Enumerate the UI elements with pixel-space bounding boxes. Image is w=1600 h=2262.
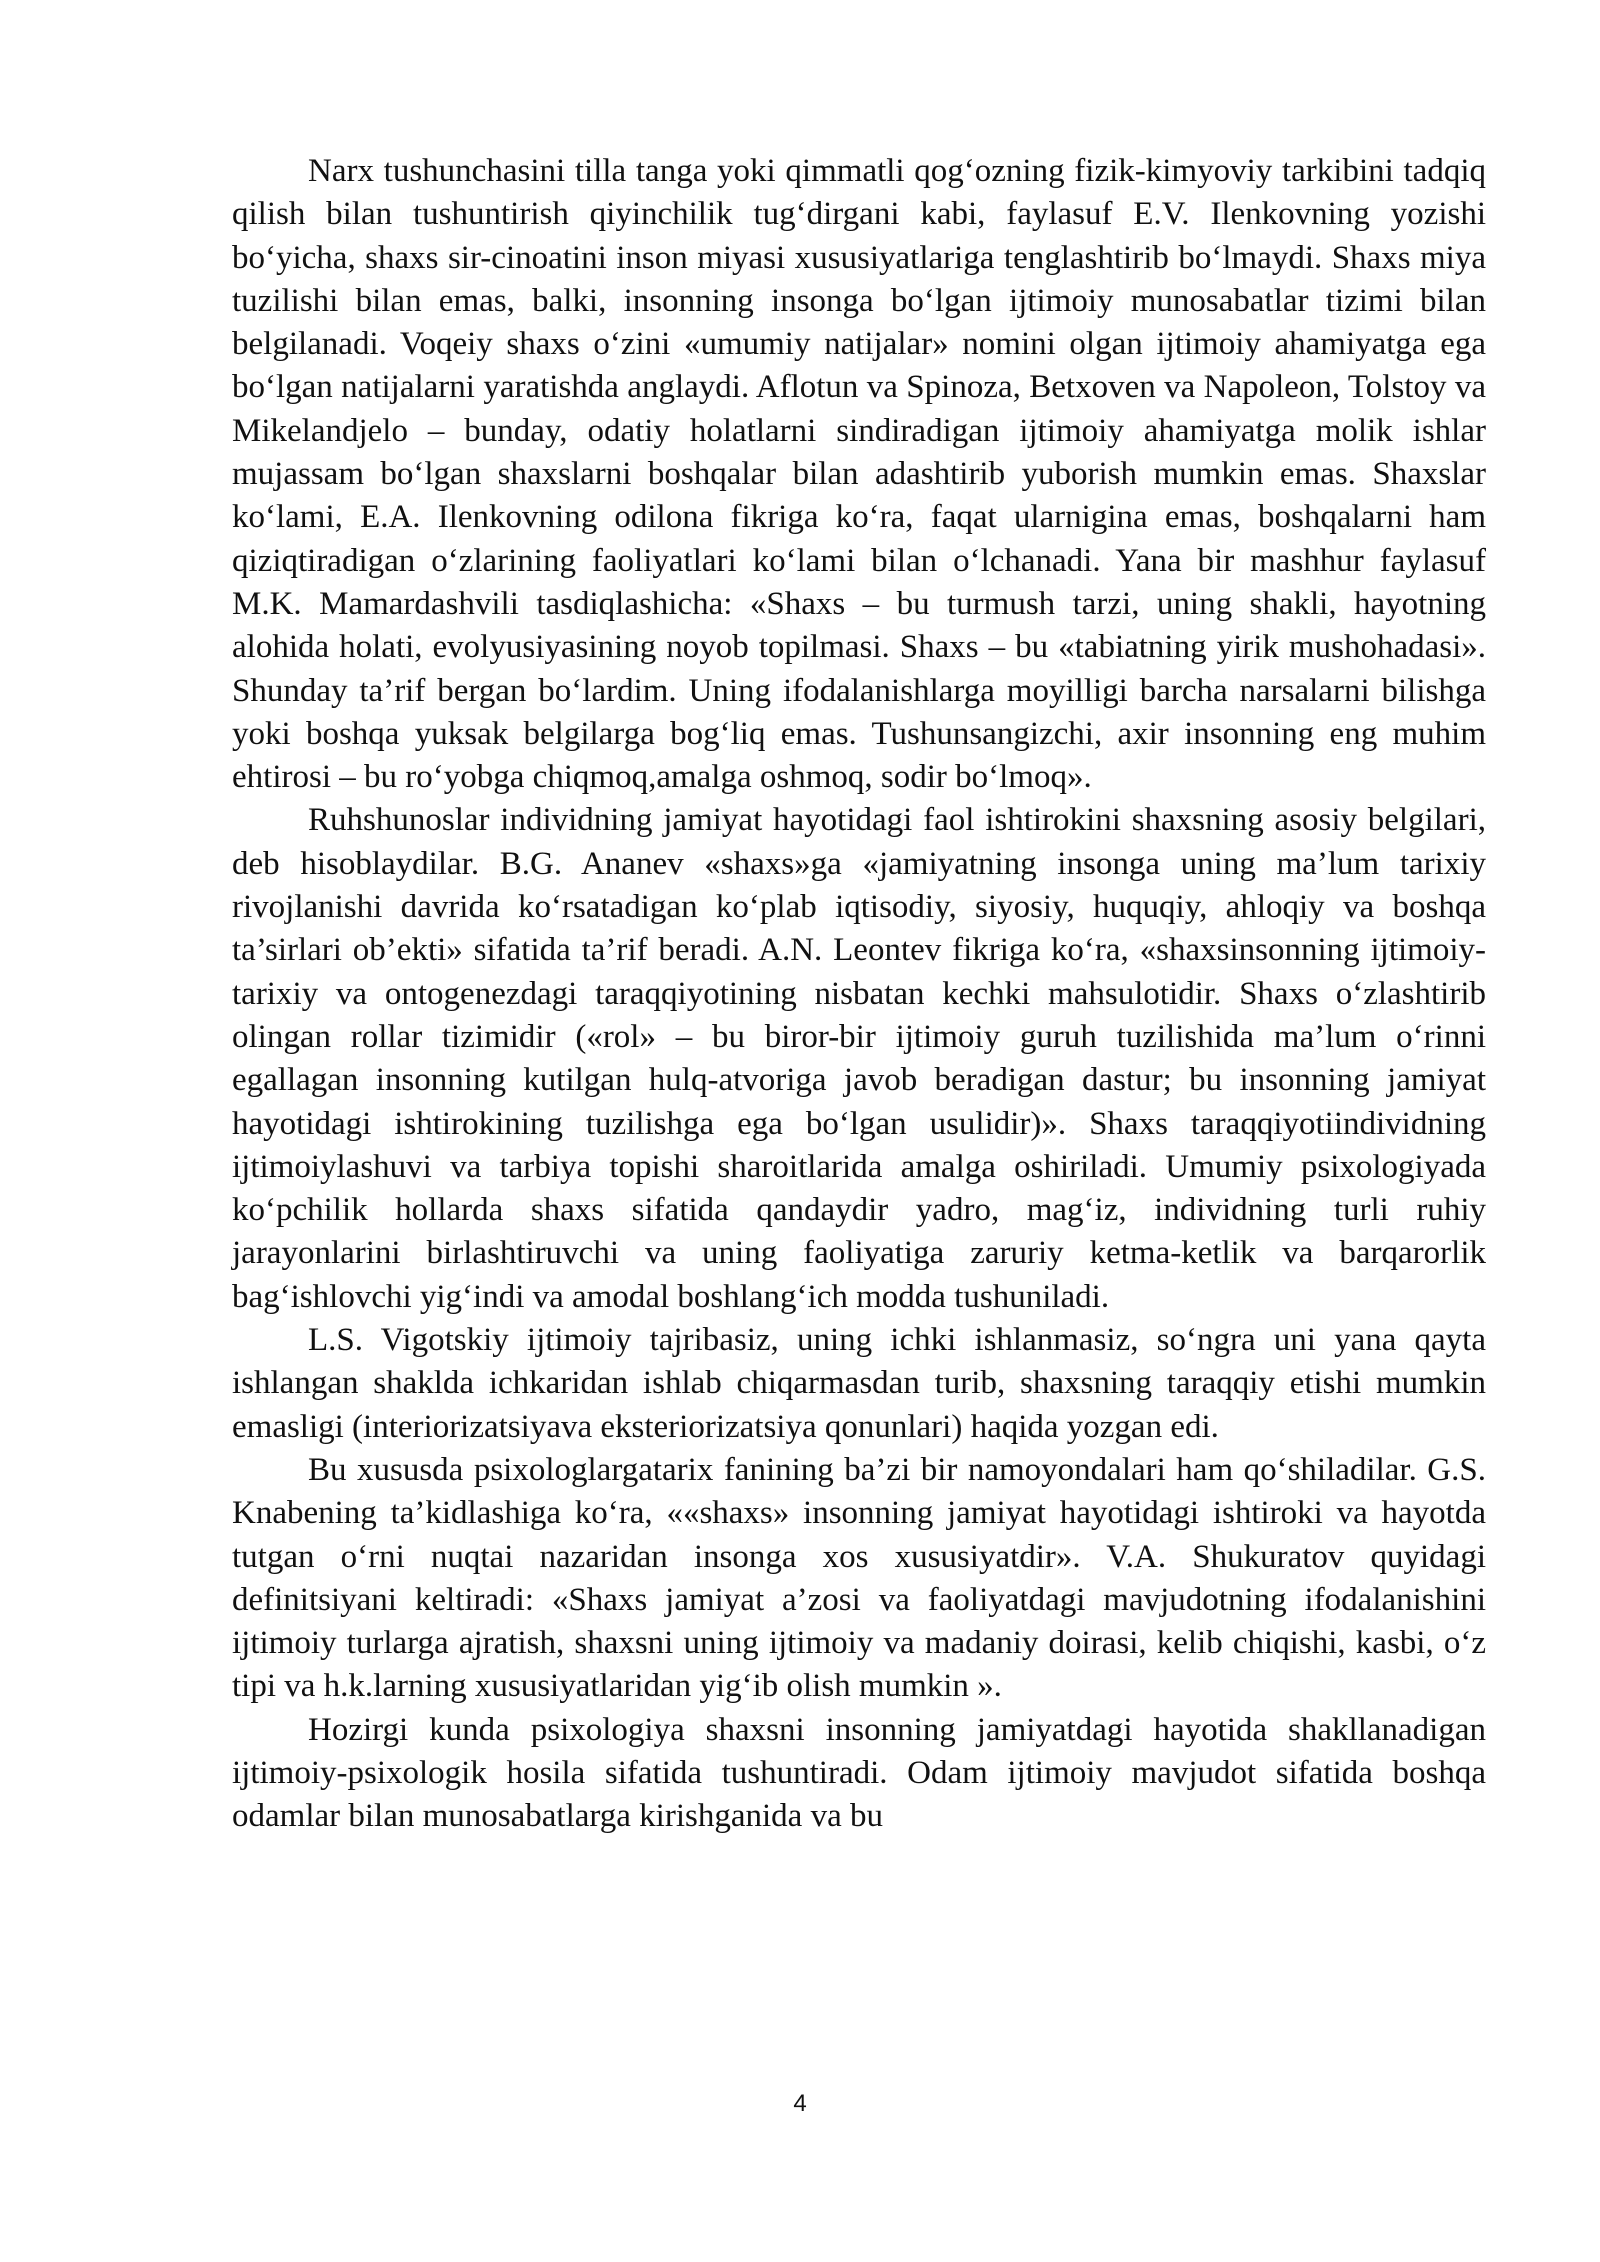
page-number: 4 bbox=[793, 2090, 807, 2117]
body-text bbox=[232, 150, 1486, 1839]
paragraph-1: Narx tushunchasini tilla tanga yoki qimmatli qog‘ozning fizik-kimyoviy tarkibini tadqiq qilish bilan tushuntirish qiyinchilik tug‘dirgani kabi, faylasuf E.V. Ilenkovning yozishi bo‘yicha, shaxs sir-cinoatini inson miyasi xususiyatlariga tenglashtirib bo‘lmaydi. Shaxs miya tuzilishi bilan emas, balki, insonning insonga bo‘lgan ijtimoiy munosabatlar tizimi bilan belgilanadi. Voqeiy shaxs o‘zini «umumiy natijalar» nomini olgan ijtimoiy ahamiyatga ega bo‘lgan natijalarni yaratishda anglaydi. Aflotun va Spinoza, Betxoven va Napoleon, Tolstoy va Mikelandjelo – bunday, odatiy holatlarni sindiradigan ijtimoiy ahamiyatga molik ishlar mujassam bo‘lgan shaxslarni boshqalar bilan adashtirib yuborish mumkin emas. Shaxslar ko‘lami, E.A. Ilenkovning odilona fikriga ko‘ra, faqat ularnigina emas, boshqalarni ham qiziqtiradigan o‘zlarining faoliyatlari ko‘lami bilan o‘lchanadi. Yana bir mashhur faylasuf M.K. Mamardashvili tasdiqlashicha: «Shaxs – bu turmush tarzi, uning shakli, hayotning alohida holati, evolyusiyasining noyob topilmasi. Shaxs – bu «tabiatning yirik mushohadasi». Shunday ta’rif bergan bo‘lardim. Uning ifodalanishlarga moyilligi barcha narsalarni bilishga yoki boshqa yuksak belgilarga bog‘liq emas. Tushunsangizchi, axir insonning eng muhim ehtirosi – bu ro‘yobga chiqmoq,amalga oshmoq, sodir bo‘lmoq». bbox=[232, 153, 1486, 796]
paragraph-3: L.S. Vigotskiy ijtimoiy tajribasiz, uning ichki ishlanmasiz, so‘ngra uni yana qayta ishlangan shaklda ichkaridan ishlab chiqarmasdan turib, shaxsning taraqqiy etishi mumkin emasligi (interiorizatsiyava eksteriorizatsiya qonunlari) haqida yozgan edi. bbox=[232, 1322, 1486, 1445]
paragraph-2: Ruhshunoslar individning jamiyat hayotidagi faol ishtirokini shaxsning asosiy belgilari, deb hisoblaydilar. B.G. Ananev «shaxs»ga «jamiyatning insonga uning ma’lum tarixiy rivojlanishi davrida ko‘rsatadigan ko‘plab iqtisodiy, siyosiy, huquqiy, ahloqiy va boshqa ta’sirlari ob’ekti» sifatida ta’rif beradi. A.N. Leontev fikriga ko‘ra, «shaxsinsonning ijtimoiy-tarixiy va ontogenezdagi taraqqiyotining nisbatan kechki mahsulotidir. Shaxs o‘zlashtirib olingan rollar tizimidir («rol» – bu biror-bir ijtimoiy guruh tuzilishida ma’lum o‘rinni egallagan insonning kutilgan hulq-atvoriga javob beradigan dastur; bu insonning jamiyat hayotidagi ishtirokining tuzilishga ega bo‘lgan usulidir)». Shaxs taraqqiyotiindividning ijtimoiylashuvi va tarbiya topishi sharoitlarida amalga oshiriladi. Umumiy psixologiyada ko‘pchilik hollarda shaxs sifatida qandaydir yadro, mag‘iz, individning turli ruhiy jarayonlarini birlashtiruvchi va uning faoliyatiga zaruriy ketma-ketlik va barqarorlik bag‘ishlovchi yig‘indi va amodal boshlang‘ich modda tushuniladi. bbox=[232, 802, 1486, 1315]
paragraph-5: Hozirgi kunda psixologiya shaxsni insonning jamiyatdagi hayotida shakllanadigan ijtimoiy-psixologik hosila sifatida tushuntiradi. Odam ijtimoiy mavjudot sifatida boshqa odamlar bilan munosabatlarga kirishganida va bu bbox=[232, 1711, 1486, 1835]
paragraph-4: Bu xususda psixologlargatarix fanining ba’zi bir namoyondalari ham qo‘shiladilar. G.S. Knabening ta’kidlashiga ko‘ra, ««shaxs» insonning jamiyat hayotidagi ishtiroki va hayotda tutgan o‘rni nuqtai nazaridan insonga xos xususiyatdir». V.A. Shukuratov quyidagi definitsiyani keltiradi: «Shaxs jamiyat a’zosi va faoliyatdagi mavjudotning ifodalanishini ijtimoiy turlarga ajratish, shaxsni uning ijtimoiy va madaniy doirasi, kelib chiqishi, kasbi, o‘z tipi va h.k.larning xususiyatlaridan yig‘ib olish mumkin ». bbox=[232, 1451, 1486, 1705]
